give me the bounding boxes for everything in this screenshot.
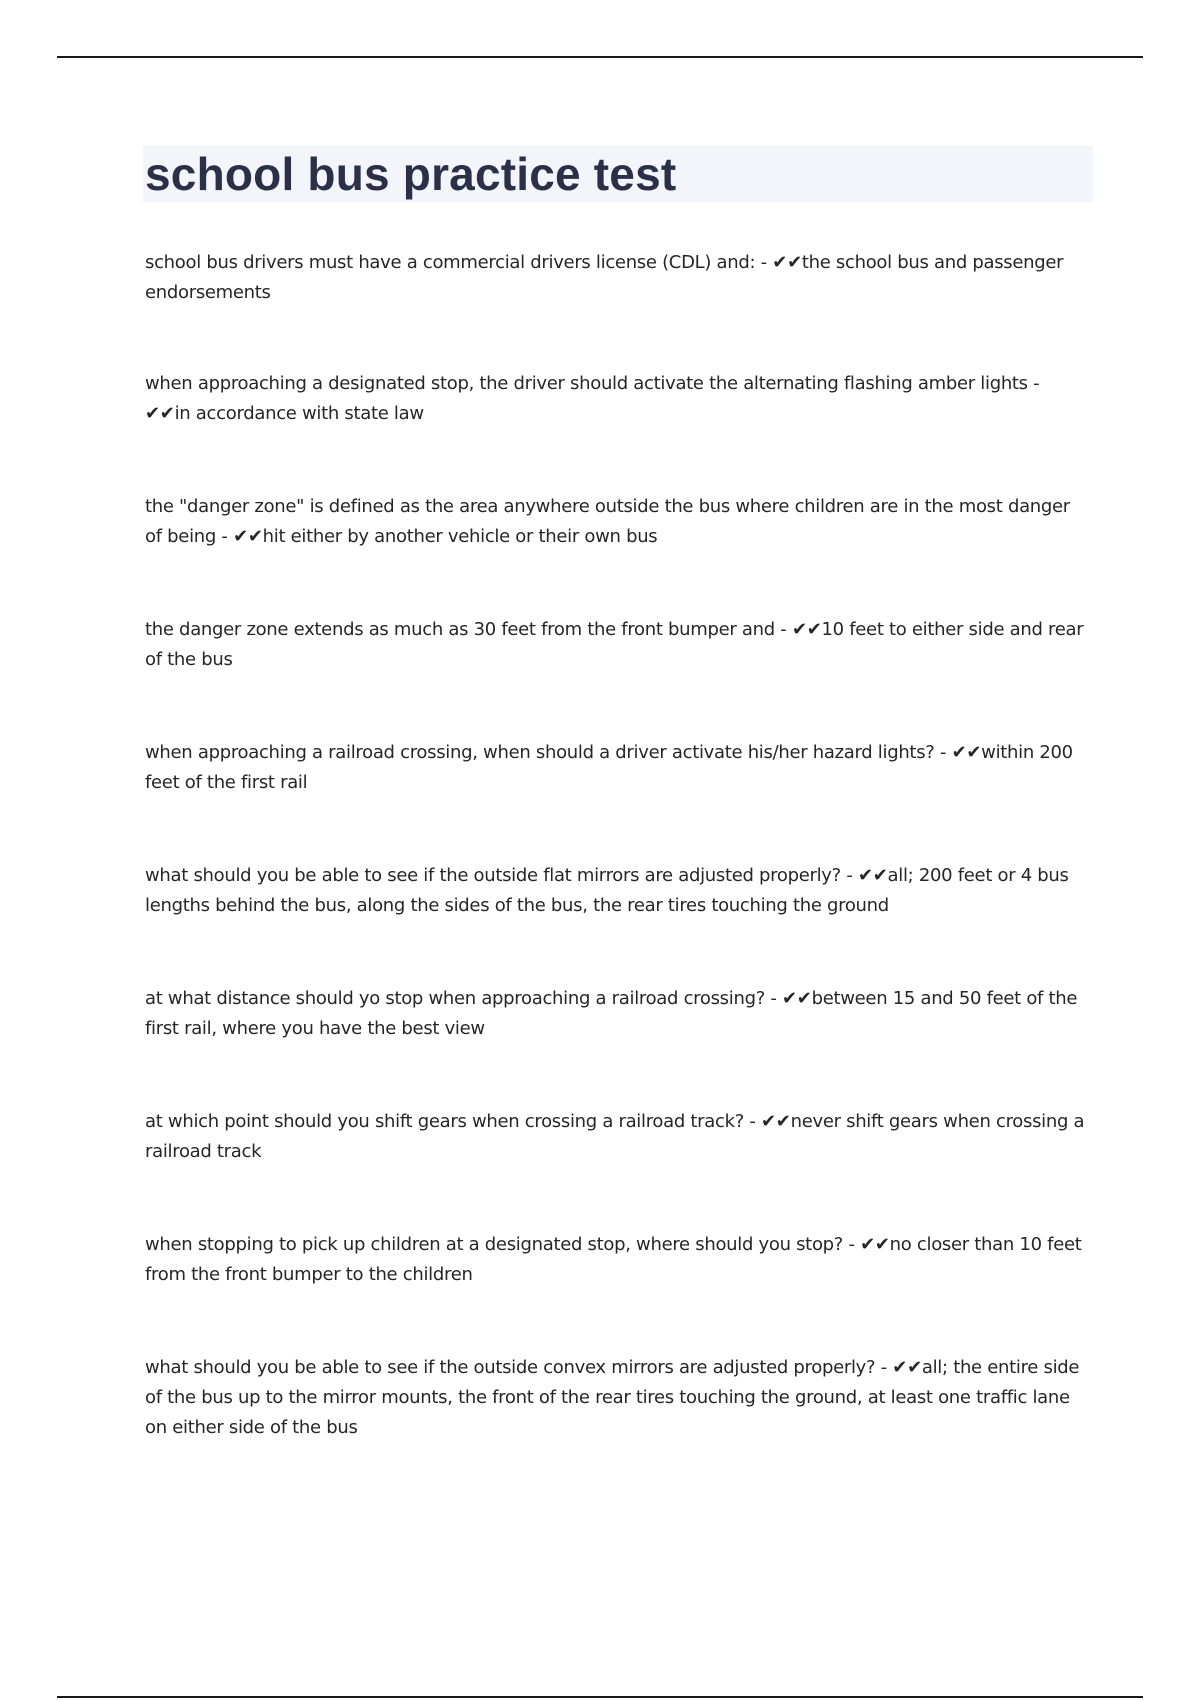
question-text: what should you be able to see if the outside flat mirrors are adjusted properly? (145, 865, 841, 886)
qa-item-4 (145, 615, 1085, 675)
qa-item-7 (145, 984, 1085, 1044)
separator: - (216, 526, 234, 547)
answer-text: the school bus and passenger endorsements (145, 252, 1064, 303)
answer-text: between 15 and 50 feet of the first rail, where you have the best view (145, 988, 1078, 1039)
separator: - (774, 619, 792, 640)
answer-text: in accordance with state law (174, 403, 424, 424)
question-text: what should you be able to see if the outside convex mirrors are adjusted properly? (145, 1357, 876, 1378)
check-icon: ✔✔ (892, 1357, 922, 1378)
separator: - (843, 1234, 861, 1255)
separator: - (934, 742, 952, 763)
answer-text: all; 200 feet or 4 bus lengths behind the bus, along the sides of the bus, the rear tires touching the ground (145, 865, 1069, 916)
answer-text: all; the entire side of the bus up to the mirror mounts, the front of the rear tires touching the ground, at least one traffic lane on either side of the bus (145, 1357, 1080, 1438)
qa-item-5 (145, 738, 1085, 798)
answer-text: never shift gears when crossing a railroad track (145, 1111, 1085, 1162)
answer-text: within 200 feet of the first rail (145, 742, 1073, 793)
bottom-rule (57, 1696, 1143, 1698)
separator: - (875, 1357, 893, 1378)
question-text: when approaching a designated stop, the driver should activate the alternating flashing amber lights (145, 373, 1028, 394)
check-icon: ✔✔ (772, 252, 802, 273)
qa-item-10 (145, 1353, 1085, 1443)
check-icon: ✔✔ (791, 619, 822, 640)
page-title: school bus practice test (145, 148, 677, 200)
check-icon: ✔✔ (951, 742, 982, 763)
qa-item-6 (145, 861, 1085, 921)
separator: - (1027, 373, 1040, 394)
check-icon: ✔✔ (233, 526, 263, 547)
check-icon: ✔✔ (145, 403, 175, 424)
question-text: at what distance should yo stop when approaching a railroad crossing? (145, 988, 765, 1009)
check-icon: ✔✔ (782, 988, 812, 1009)
check-icon: ✔✔ (761, 1111, 791, 1132)
question-text: the "danger zone" is defined as the area anywhere outside the bus where children are in the most danger of being (145, 496, 1070, 547)
separator: - (840, 865, 858, 886)
qa-item-8 (145, 1107, 1085, 1167)
qa-item-1 (145, 248, 1085, 308)
check-icon: ✔✔ (860, 1234, 890, 1255)
question-text: when approaching a railroad crossing, when should a driver activate his/her hazard lights? (145, 742, 935, 763)
answer-text: no closer than 10 feet from the front bumper to the children (145, 1234, 1082, 1285)
question-text: the danger zone extends as much as 30 feet from the front bumper and (145, 619, 775, 640)
answer-text: hit either by another vehicle or their own bus (262, 526, 658, 547)
qa-item-3 (145, 492, 1085, 552)
top-rule (57, 56, 1143, 58)
separator: - (764, 988, 782, 1009)
answer-text: 10 feet to either side and rear of the bus (145, 619, 1084, 670)
qa-item-2 (145, 369, 1085, 429)
separator: - (743, 1111, 762, 1132)
separator: - (755, 252, 773, 273)
question-text: school bus drivers must have a commercial drivers license (CDL) and: (145, 252, 756, 273)
check-icon: ✔✔ (857, 865, 888, 886)
qa-item-9 (145, 1230, 1085, 1290)
question-text: at which point should you shift gears when crossing a railroad track? (145, 1111, 744, 1132)
question-text: when stopping to pick up children at a designated stop, where should you stop? (145, 1234, 844, 1255)
